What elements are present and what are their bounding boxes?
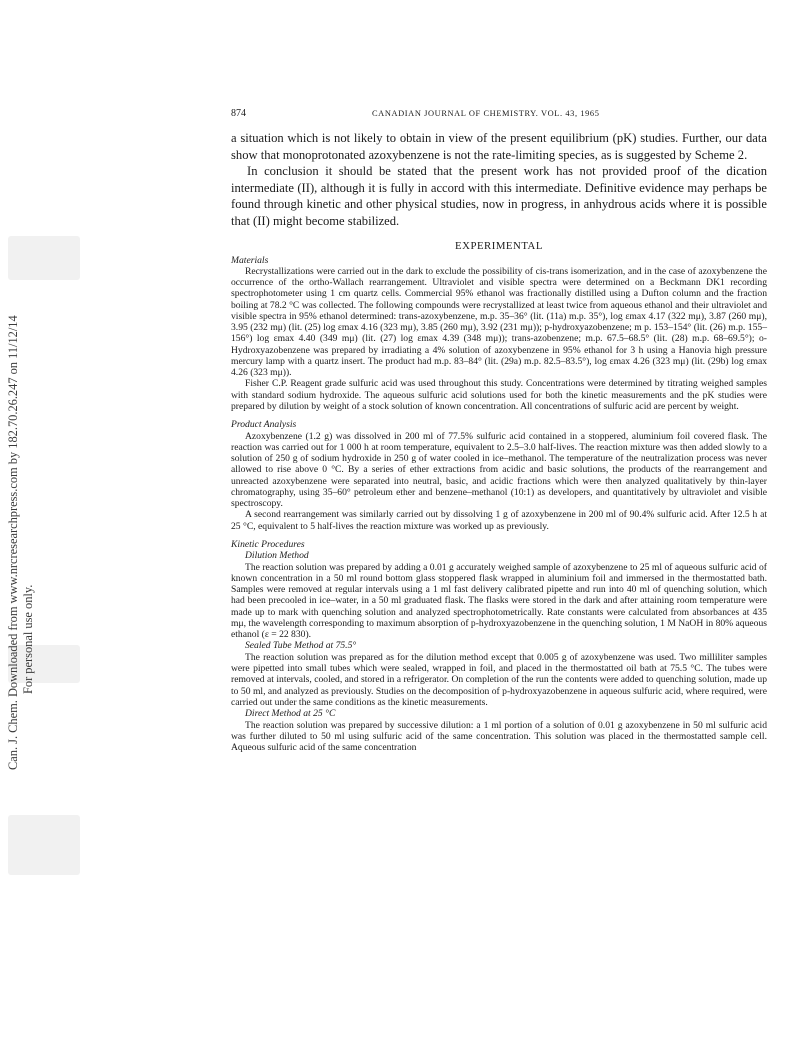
heading-sealed-tube-method: Sealed Tube Method at 75.5° [245, 640, 357, 652]
materials-paragraph: Fisher C.P. Reagent grade sulfuric acid was used throughout this study. Concentrations were determined by titrating weighed samples with standard sodium hydroxide. The aqueous sulfuric acid solutions used for both the kinetic measurements and the pK studies were prepared by dilution by weight of a stock solution of known concentration. All concentrations of sulfuric acid are percent by weight. [231, 378, 767, 412]
heading-direct-method: Direct Method at 25 °C [245, 708, 336, 720]
section-title-experimental: EXPERIMENTAL [455, 239, 543, 252]
conclusion-paragraph: In conclusion it should be stated that the present work has not provided proof of the dication intermediate (II), although it is fully in accord with this intermediate. Definitive evidence may perhaps be found through kinetic and other physical studies, now in progress, in anhydrous acids where it is possible that (II) might become stabilized. [231, 164, 767, 228]
product-paragraph: Azoxybenzene (1.2 g) was dissolved in 200 ml of 77.5% sulfuric acid contained in a stoppered, aluminium foil covered flask. The reaction was carried out for 1 000 h at room temperature, equivalent to 2.5–3.0 half-lives. The reaction mixture was then added slowly to a solution of 250 g of sodium hydroxide in 250 g of water cooled in ice–methanol. The temperature of the neutralization process was never allowed to rise above 0 °C. By a series of ether extractions from acidic and basic solutions, the products of the rearrangement and unreacted azoxybenzene were separated into neutral, basic, and acidic fractions which were then analyzed qualitatively by thin-layer chromatography, using 35–60° petroleum ether and benzene–methanol (10:1) as developers, and quantitatively by ultraviolet and visible spectroscopy. [231, 430, 767, 510]
scan-smudge [8, 815, 80, 875]
heading-dilution-method: Dilution Method [245, 550, 309, 562]
download-watermark [0, 0, 40, 1052]
personal-use-notice: For personal use only. [21, 584, 35, 694]
dilution-paragraph: The reaction solution was prepared by adding a 0.01 g accurately weighed sample of azoxybenzene to 25 ml of aqueous sulfuric acid of known concentration in a 50 ml round bottom glass stoppered flask wrapped in aluminium foil and immersed in the thermostatted bath. Samples were removed at regular intervals using a 1 ml fast delivery calibrated pipette and run into 40 ml of quenching solution, which had been precooled in ice–water, in a 50 ml graduated flask. The flasks were stored in the dark and after attaining room temperature were made up to mark with quenching solution and analyzed spectrophotometrically. Rate constants were calculated from absorbances at 435 mμ, the wavelength corresponding to maximum absorption of p-hydroxyazobenzene in the quenching solution, 1 M NaOH in 80% aqueous ethanol (ε = 22 830). [231, 561, 767, 641]
materials-paragraph: Recrystallizations were carried out in the dark to exclude the possibility of cis-trans isomerization, and in the case of azoxybenzene the occurrence of the ortho-Wallach rearrangement. Ultraviolet and visible spectra were determined on a Beckmann DK1 recording spectrophotometer using 1 cm quartz cells. Commercial 95% ethanol was fractionally distilled using a Dufton column and the fraction boiling at 78.2 °C was collected. The following compounds were recrystallized at least twice from aqueous ethanol and their ultraviolet and visible spectra in 95% ethanol determined: trans-azoxybenzene, m.p. 35–36° (lit. (11a) m.p. 35°), log εmax 4.17 (322 mμ), 3.87 (260 mμ), 3.95 (232 mμ) (lit. (25) log εmax 4.16 (323 mμ), 3.85 (260 mμ), 3.92 (231 mμ)); p-hydroxyazobenzene; m p. 153–154° (lit. (26) m.p. 155–156°) log εmax 4.40 (349 mμ) (lit. (27) log εmax 4.39 (348 mμ)); trans-azobenzene; m.p. 67.5–68.5° (lit. (28) m.p. 68–69.5°); o-Hydroxyazobenzene was prepared by irradiating a 4% solution of azoxybenzene in 95% ethanol for 3 h using a Hanovia high pressure mercury lamp with a quartz insert. The product had m.p. 83–84° (lit. (29a) m.p. 82.5–83.5°), log εmax 4.26 (323 mμ) (lit. (29b) log εmax 4.26 (323 mμ)). [231, 265, 767, 379]
heading-kinetic-procedures: Kinetic Procedures [231, 538, 305, 550]
scan-smudge [8, 236, 80, 280]
direct-method-paragraph: The reaction solution was prepared by successive dilution: a 1 ml portion of a solution of 0.01 g azoxybenzene in 50 ml sulfuric acid was further diluted to 50 ml using sulfuric acid of the same concentration. This solution was placed in the thermostatted sample cell. Aqueous sulfuric acid of the same concentration [231, 719, 767, 753]
heading-materials: Materials [231, 254, 269, 266]
running-head: CANADIAN JOURNAL OF CHEMISTRY. VOL. 43, 1965 [372, 109, 600, 118]
article-body [231, 130, 767, 753]
download-notice: Can. J. Chem. Downloaded from www.nrcresearchpress.com by 182.70.26.247 on 11/12/14 [6, 315, 20, 770]
intro-paragraph: a situation which is not likely to obtain in view of the present equilibrium (pK) studies. Further, our data show that monoprotonated azoxybenzene is not the rate-limiting species, as is suggested by Scheme 2. [231, 131, 767, 162]
sealed-tube-paragraph: The reaction solution was prepared as for the dilution method except that 0.005 g of azoxybenzene was used. Two milliliter samples were pipetted into small tubes which were sealed, wrapped in foil, and placed in the thermostatted oil bath at 75.5 °C. The tubes were removed at intervals, cooled, and stored in a refrigerator. On completion of the run the contents were added to quenching solution, made up to 50 ml, and analyzed as previously. Studies on the decomposition of p-hydroxyazobenzene in aqueous sulfuric acid, where required, were carried out under the same conditions as the kinetic measurements. [231, 651, 767, 708]
page-number: 874 [231, 108, 246, 119]
product-paragraph: A second rearrangement was similarly carried out by dissolving 1 g of azoxybenzene in 200 ml of 90.4% sulfuric acid. After 12.5 h at 25 °C, equivalent to 5 half-lives the reaction mixture was worked up as previously. [231, 509, 767, 532]
heading-product-analysis: Product Analysis [231, 419, 297, 431]
